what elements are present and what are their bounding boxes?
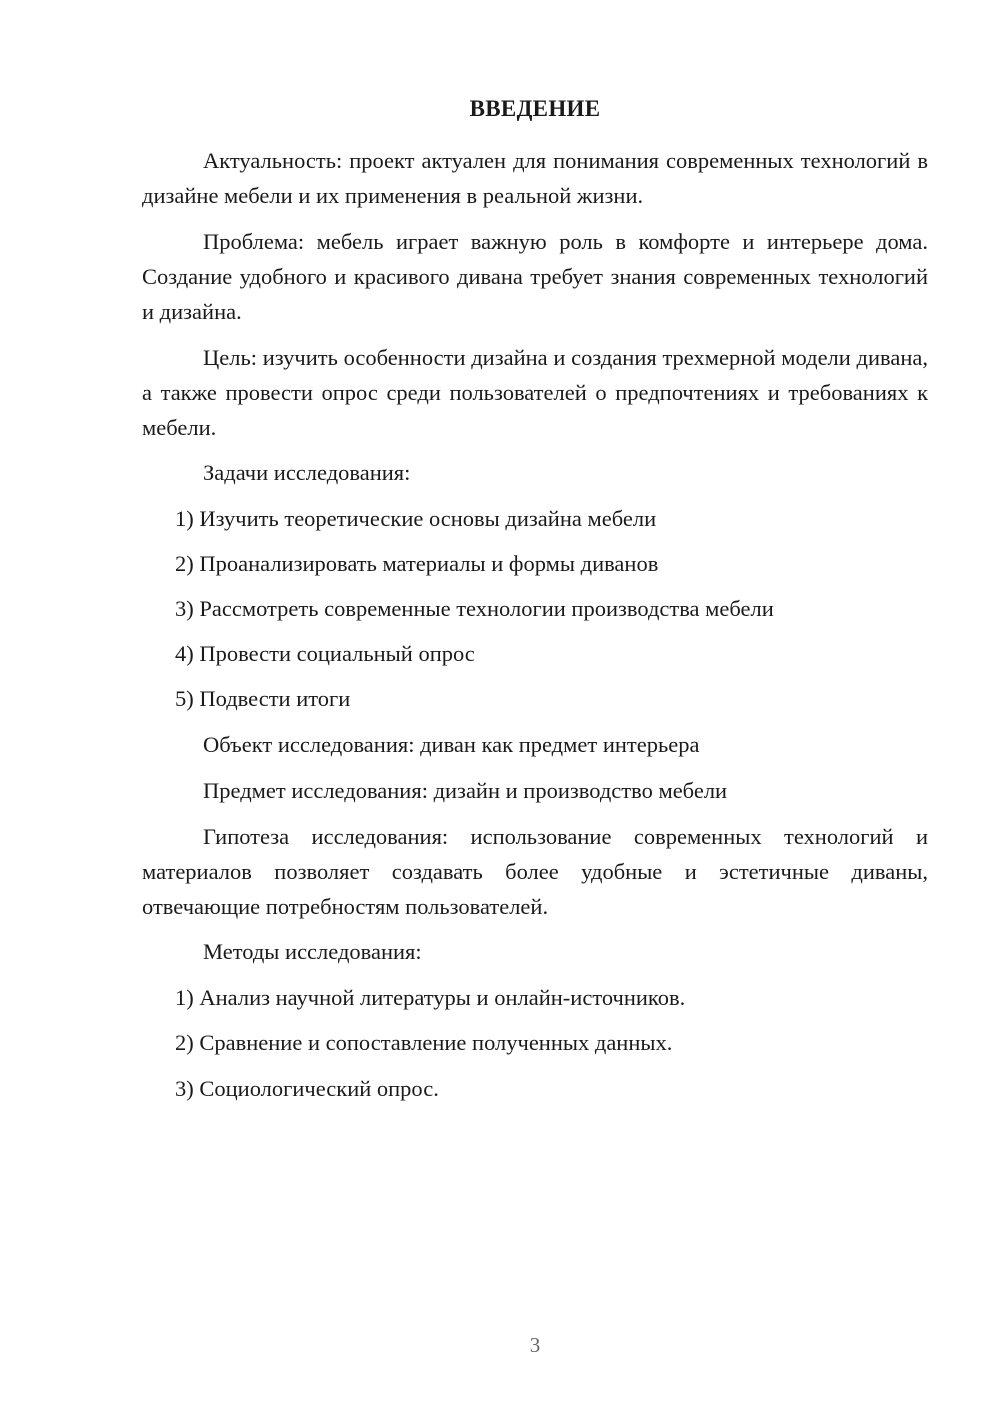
methods-heading: Методы исследования: bbox=[203, 939, 422, 964]
tasks-heading: Задачи исследования: bbox=[203, 460, 411, 485]
method-item-2: 2) Сравнение и сопоставление полученных данных. bbox=[175, 1030, 673, 1055]
task-item-4: 4) Провести социальный опрос bbox=[175, 641, 475, 666]
page-number: 3 bbox=[529, 1333, 541, 1357]
method-item-3: 3) Социологический опрос. bbox=[175, 1076, 439, 1101]
problem-paragraph: Проблема: мебель играет важную роль в комфорте и интерьере дома. Создание удобного и красивого дивана требует знания современных технологий и дизайна. bbox=[142, 229, 928, 324]
page-title: ВВЕДЕНИЕ bbox=[469, 96, 601, 121]
relevance-paragraph: Актуальность: проект актуален для понимания современных технологий в дизайне мебели и их применения в реальной жизни. bbox=[142, 148, 928, 208]
goal-paragraph: Цель: изучить особенности дизайна и создания трехмерной модели дивана, а также провести опрос среди пользователей о предпочтениях и требованиях к мебели. bbox=[142, 345, 928, 440]
method-item-1: 1) Анализ научной литературы и онлайн-источников. bbox=[175, 985, 686, 1010]
task-item-2: 2) Проанализировать материалы и формы диванов bbox=[175, 551, 659, 576]
task-item-3: 3) Рассмотреть современные технологии производства мебели bbox=[175, 596, 774, 621]
document-page bbox=[142, 0, 928, 1414]
research-subject: Предмет исследования: дизайн и производство мебели bbox=[203, 778, 728, 803]
task-item-5: 5) Подвести итоги bbox=[175, 686, 351, 711]
hypothesis-paragraph: Гипотеза исследования: использование современных технологий и материалов позволяет создавать более удобные и эстетичные диваны, отвечающие потребностям пользователей. bbox=[142, 824, 928, 919]
task-item-1: 1) Изучить теоретические основы дизайна мебели bbox=[175, 506, 657, 531]
research-object: Объект исследования: диван как предмет интерьера bbox=[203, 732, 700, 757]
